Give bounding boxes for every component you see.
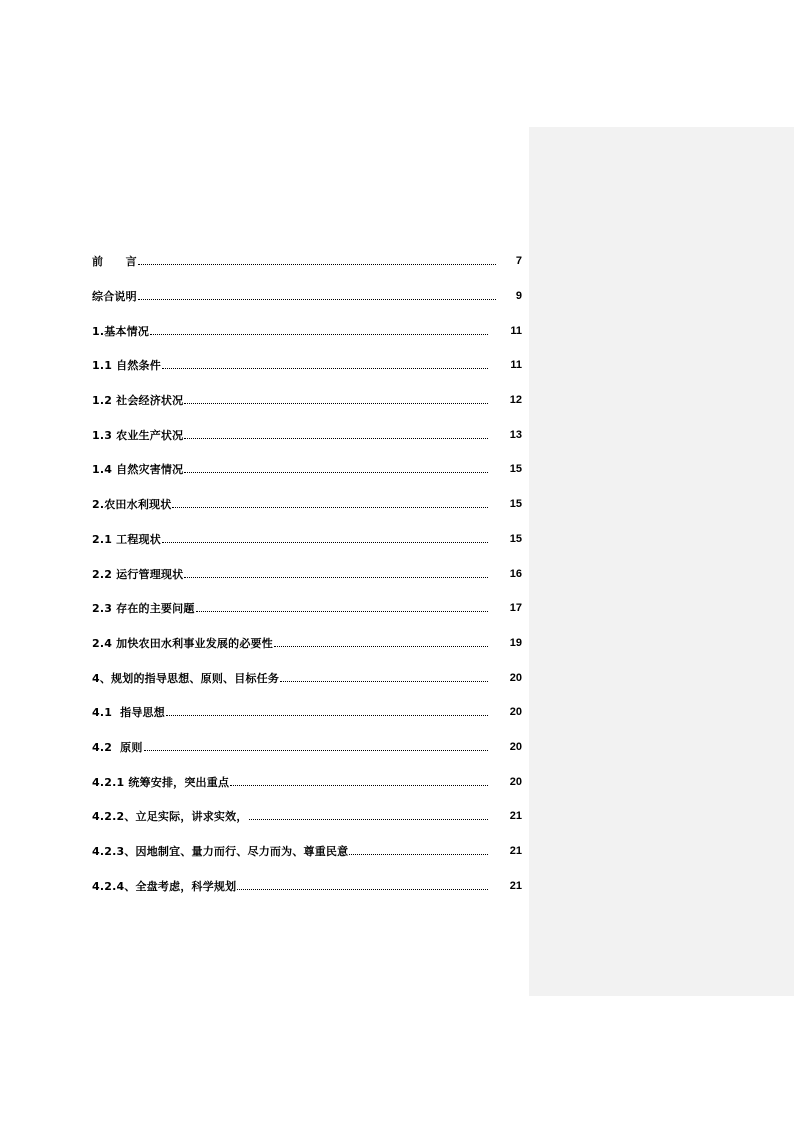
toc-leader-dots xyxy=(150,325,488,337)
toc-leader-dots xyxy=(274,637,488,649)
toc-entry-label: 1.2 社会经济状况 xyxy=(92,394,184,408)
toc-entry-label: 1.1 自然条件 xyxy=(92,359,161,373)
toc-entry[interactable] xyxy=(92,591,522,626)
toc-entry-page: 20 xyxy=(509,740,522,753)
toc-entry-page: 16 xyxy=(509,567,522,580)
toc-leader-dots xyxy=(237,880,488,892)
toc-entry-label: 4.2.4、全盘考虑，科学规划 xyxy=(92,879,237,893)
toc-entry-page: 12 xyxy=(509,394,522,407)
toc-entry[interactable] xyxy=(92,695,522,730)
toc-entry[interactable] xyxy=(92,764,522,799)
toc-leader-dots xyxy=(184,568,488,580)
toc-entry[interactable] xyxy=(92,487,522,522)
toc-leader-dots xyxy=(138,255,496,267)
toc-entry[interactable] xyxy=(92,799,522,834)
toc-entry[interactable] xyxy=(92,522,522,557)
toc-entry-label: 4.2.1 统筹安排，突出重点 xyxy=(92,775,230,789)
toc-leader-dots xyxy=(184,429,488,441)
toc-entry-label: 2.农田水利现状 xyxy=(92,498,172,512)
toc-entry-label: 1.4 自然灾害情况 xyxy=(92,463,184,477)
toc-entry-page: 21 xyxy=(509,845,522,858)
toc-entry-label: 综合说明 xyxy=(92,290,137,304)
toc-leader-dots xyxy=(184,463,488,475)
toc-entry[interactable] xyxy=(92,452,522,487)
toc-entry-page: 21 xyxy=(509,810,522,823)
toc-entry-page: 7 xyxy=(515,255,522,268)
toc-entry[interactable] xyxy=(92,244,522,279)
toc-entry[interactable] xyxy=(92,417,522,452)
toc-entry-page: 15 xyxy=(509,532,522,545)
toc-leader-dots xyxy=(280,672,488,684)
toc-leader-dots xyxy=(162,359,488,371)
toc-entry[interactable] xyxy=(92,834,522,869)
toc-entry-page: 13 xyxy=(509,428,522,441)
toc-leader-dots xyxy=(184,394,488,406)
table-of-contents xyxy=(92,244,522,903)
toc-entry-label: 4.2.3、因地制宜、量力而行、尽力而为、尊重民意 xyxy=(92,845,349,859)
toc-entry-page: 15 xyxy=(509,463,522,476)
toc-entry-page: 21 xyxy=(509,879,522,892)
toc-leader-dots xyxy=(230,776,488,788)
toc-leader-dots xyxy=(172,498,488,510)
toc-entry[interactable] xyxy=(92,279,522,314)
toc-leader-dots xyxy=(144,741,488,753)
toc-entry-label: 2.4 加快农田水利事业发展的必要性 xyxy=(92,636,273,650)
toc-entry-label: 4.1 指导思想 xyxy=(92,706,165,720)
toc-leader-dots xyxy=(196,602,488,614)
toc-entry-page: 17 xyxy=(509,602,522,615)
toc-leader-dots xyxy=(166,706,488,718)
toc-entry-label: 1.基本情况 xyxy=(92,324,150,338)
toc-entry-label: 2.2 运行管理现状 xyxy=(92,567,184,581)
toc-entry[interactable] xyxy=(92,730,522,765)
toc-entry-page: 20 xyxy=(509,671,522,684)
toc-entry-label: 2.1 工程现状 xyxy=(92,532,161,546)
toc-entry-label: 4、规划的指导思想、原则、目标任务 xyxy=(92,671,280,685)
toc-entry-page: 11 xyxy=(510,359,522,372)
toc-entry[interactable] xyxy=(92,660,522,695)
toc-entry-label: 前 言 xyxy=(92,255,137,269)
toc-entry[interactable] xyxy=(92,348,522,383)
toc-entry-page: 9 xyxy=(515,290,522,303)
toc-leader-dots xyxy=(349,845,488,857)
toc-entry-label: 4.2 原则 xyxy=(92,740,143,754)
toc-entry[interactable] xyxy=(92,383,522,418)
toc-entry-page: 20 xyxy=(509,706,522,719)
toc-entry-page: 19 xyxy=(509,636,522,649)
toc-entry[interactable] xyxy=(92,626,522,661)
toc-entry-page: 20 xyxy=(509,775,522,788)
toc-entry[interactable] xyxy=(92,868,522,903)
toc-entry-page: 15 xyxy=(509,498,522,511)
toc-entry-label: 2.3 存在的主要问题 xyxy=(92,602,195,616)
toc-entry-page: 11 xyxy=(510,324,522,337)
toc-leader-dots xyxy=(138,290,496,302)
toc-entry-label: 4.2.2、立足实际，讲求实效， xyxy=(92,810,248,824)
toc-leader-dots xyxy=(162,533,488,545)
comment-pane xyxy=(529,127,794,996)
toc-entry[interactable] xyxy=(92,313,522,348)
toc-entry-label: 1.3 农业生产状况 xyxy=(92,428,184,442)
toc-leader-dots xyxy=(249,810,488,822)
toc-entry[interactable] xyxy=(92,556,522,591)
